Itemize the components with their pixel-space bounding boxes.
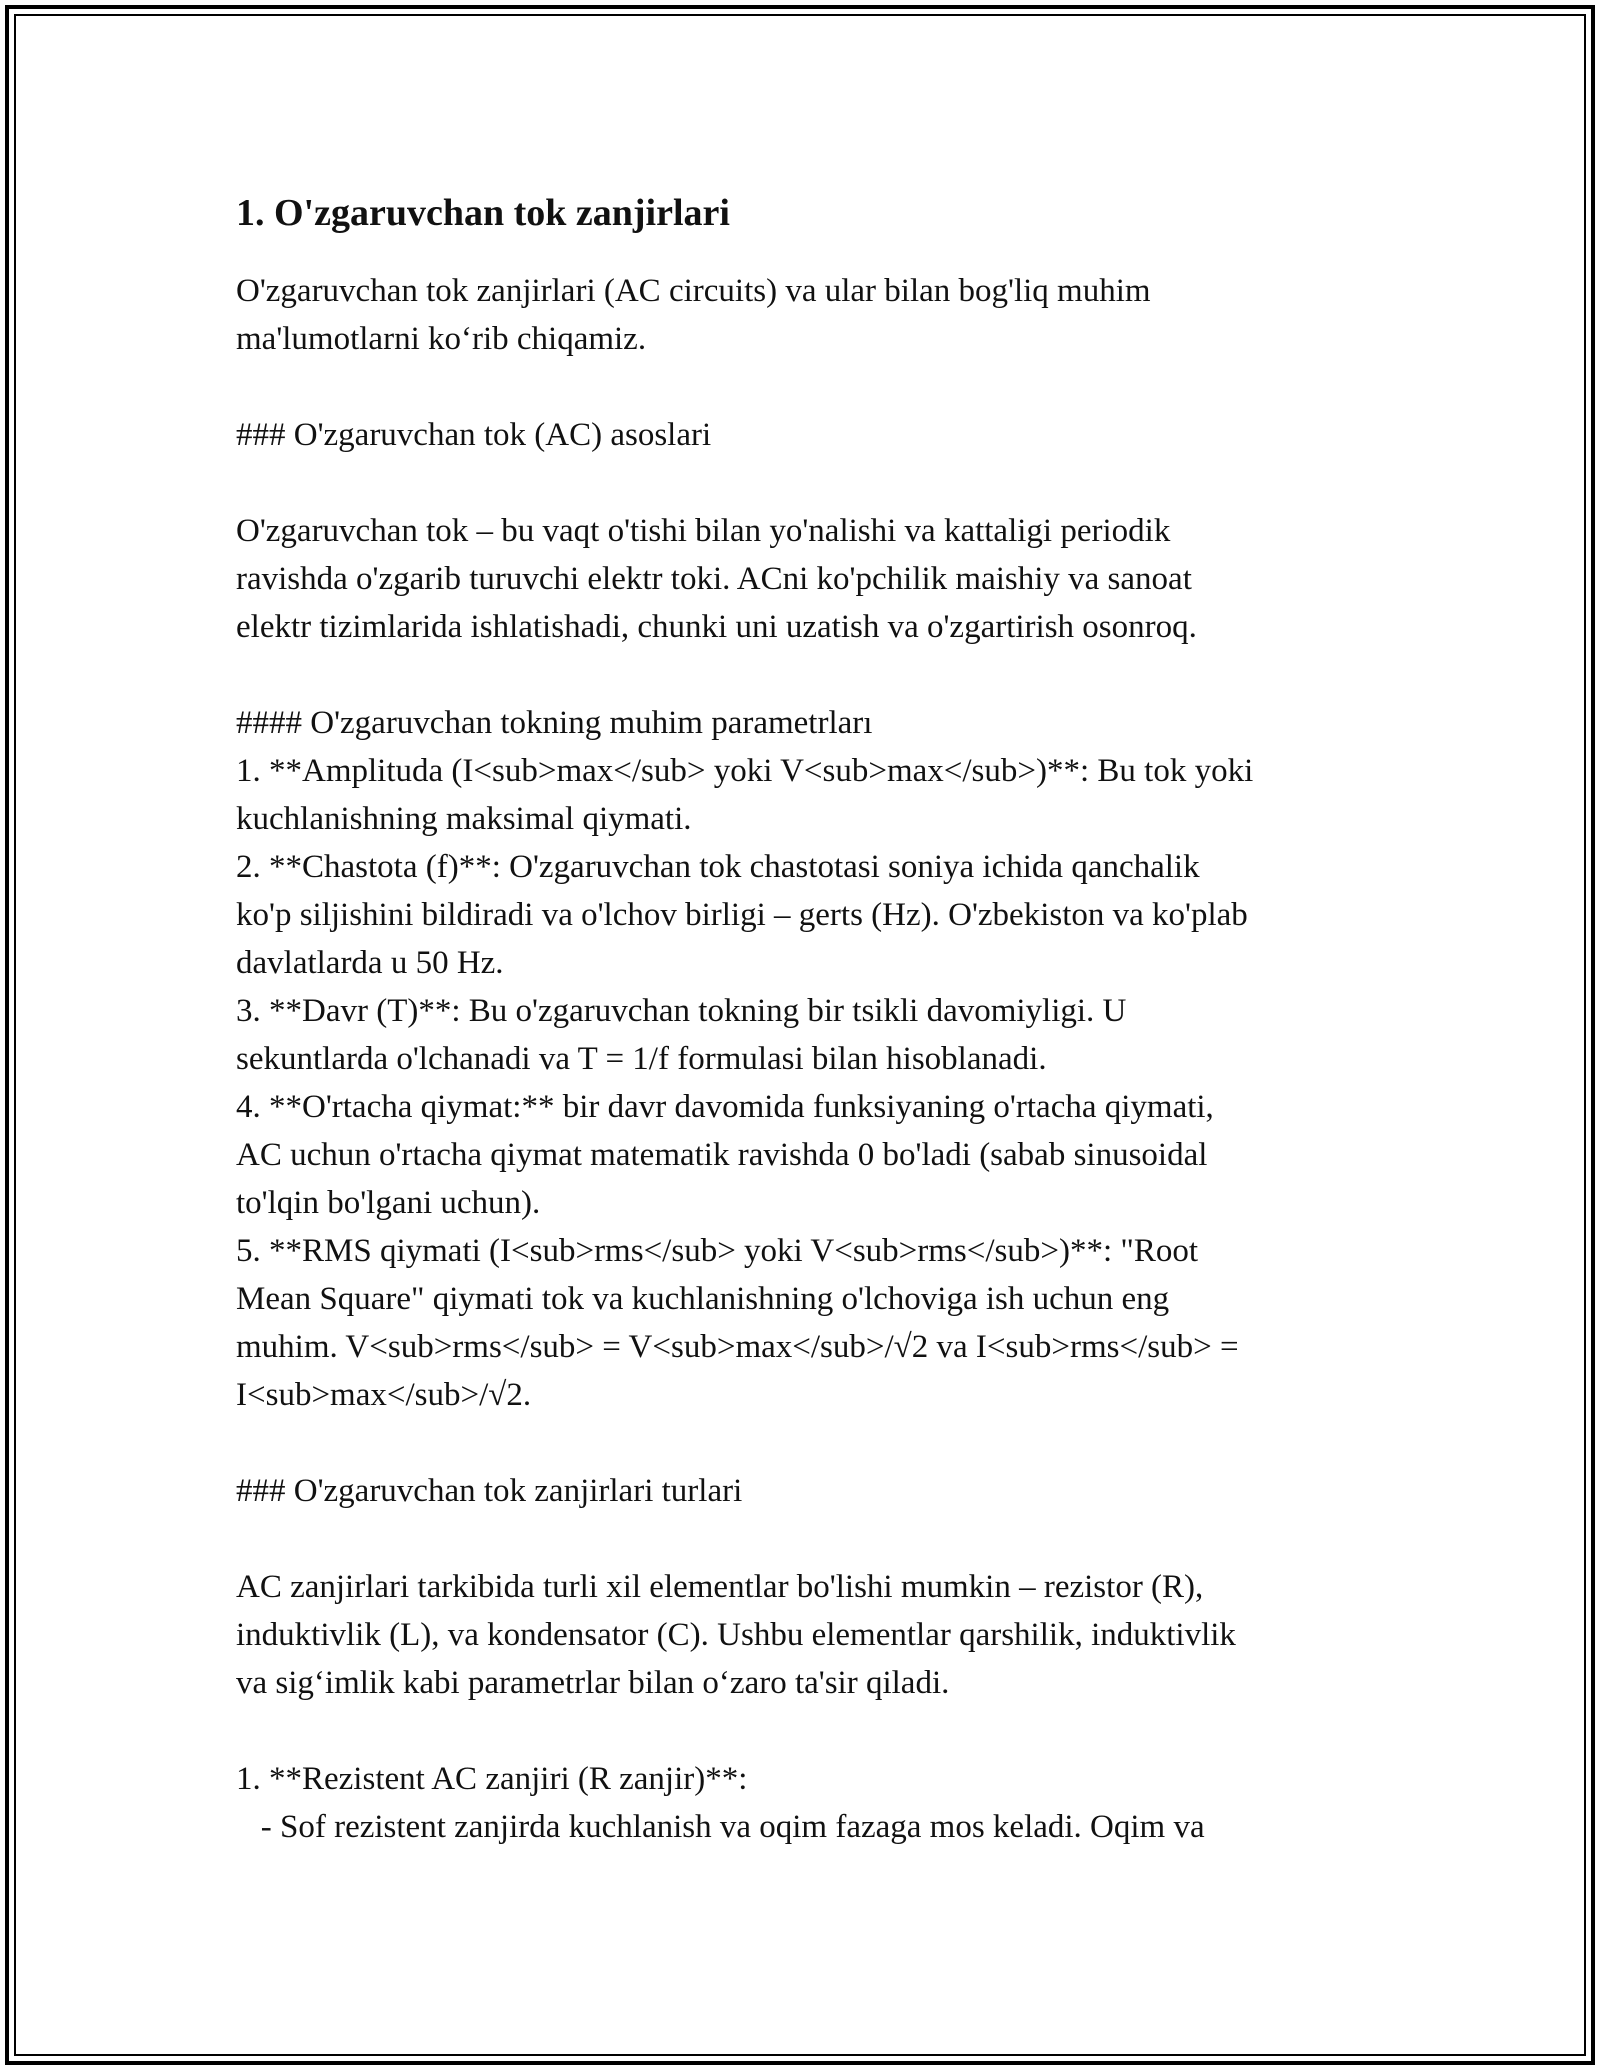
text-line: Mean Square" qiymati tok va kuchlanishning o'lchoviga ish uchun eng [236,1281,1170,1317]
text-line: sekuntlarda o'lchanadi va T = 1/f formulasi bilan hisoblanadi. [236,1041,1047,1077]
blank-line [236,1515,1376,1563]
text-line: 1. **Rezistent AC zanjiri (R zanjir)**: [236,1761,748,1797]
document-title: 1. O'zgaruvchan tok zanjirlari [236,192,730,234]
blank-line [236,1419,1376,1467]
text-line: ### O'zgaruvchan tok zanjirlari turlari [236,1473,743,1509]
text-line: 5. **RMS qiymati (I<sub>rms</sub> yoki V<sub>rms</sub>)**: "Root [236,1233,1199,1269]
text-line: AC zanjirlari tarkibida turli xil elementlar bo'lishi mumkin – rezistor (R), [236,1569,1204,1605]
text-line: O'zgaruvchan tok – bu vaqt o'tishi bilan yo'nalishi va kattaligi periodik [236,513,1171,549]
text-line: kuchlanishning maksimal qiymati. [236,801,692,837]
text-line: #### O'zgaruvchan tokning muhim parametrları [236,705,873,741]
text-line: AC uchun o'rtacha qiymat matematik ravishda 0 bo'ladi (sabab sinusoidal [236,1137,1208,1173]
text-line: ### O'zgaruvchan tok (AC) asoslari [236,417,712,453]
text-line: I<sub>max</sub>/√2. [236,1377,532,1413]
text-line: ma'lumotlarni ko‘rib chiqamiz. [236,321,647,357]
text-line: O'zgaruvchan tok zanjirlari (AC circuits) va ular bilan bog'liq muhim [236,273,1151,309]
text-line: 4. **O'rtacha qiymat:** bir davr davomida funksiyaning o'rtacha qiymati, [236,1089,1214,1125]
text-line: to'lqin bo'lgani uchun). [236,1185,541,1221]
blank-line [236,651,1376,699]
blank-line [236,459,1376,507]
text-line: induktivlik (L), va kondensator (C). Ushbu elementlar qarshilik, induktivlik [236,1617,1236,1653]
blank-line [236,1707,1376,1755]
document-body [236,185,1376,1851]
text-line: 1. **Amplituda (I<sub>max</sub> yoki V<sub>max</sub>)**: Bu tok yoki [236,753,1254,789]
text-line: 3. **Davr (T)**: Bu o'zgaruvchan tokning bir tsikli davomiyligi. U [236,993,1127,1029]
text-line: elektr tizimlarida ishlatishadi, chunki uni uzatish va o'zgartirish osonroq. [236,609,1197,645]
text-line: davlatlarda u 50 Hz. [236,945,504,981]
text-line: ko'p siljishini bildiradi va o'lchov birligi – gerts (Hz). O'zbekiston va ko'plab [236,897,1248,933]
text-line: va sig‘imlik kabi parametrlar bilan o‘zaro ta'sir qiladi. [236,1665,950,1701]
blank-line [236,363,1376,411]
text-line: ravishda o'zgarib turuvchi elektr toki. ACni ko'pchilik maishiy va sanoat [236,561,1192,597]
document-text [236,267,1376,1851]
text-line: - Sof rezistent zanjirda kuchlanish va oqim fazaga mos keladi. Oqim va [236,1809,1205,1845]
text-line: muhim. V<sub>rms</sub> = V<sub>max</sub>/√2 va I<sub>rms</sub> = [236,1329,1239,1365]
text-line: 2. **Chastota (f)**: O'zgaruvchan tok chastotasi soniya ichida qanchalik [236,849,1200,885]
